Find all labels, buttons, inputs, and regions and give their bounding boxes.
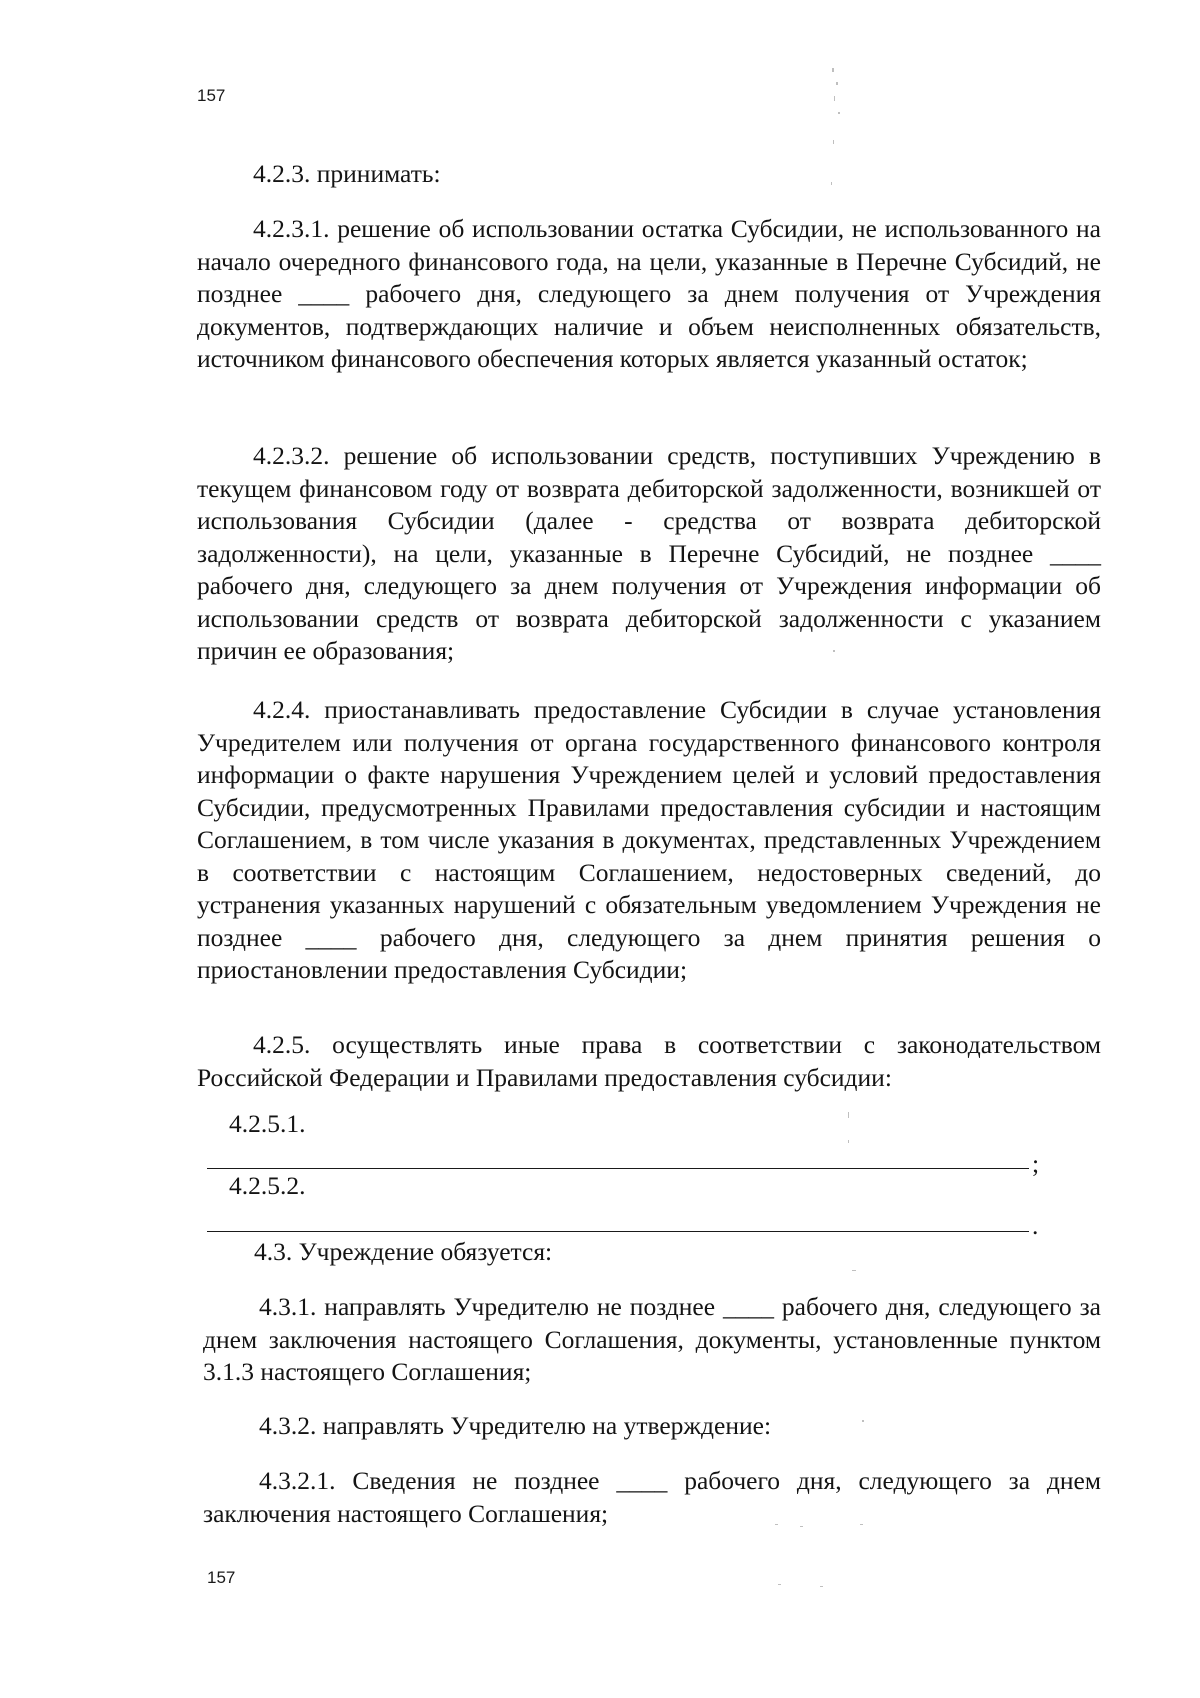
clause-4-2-5: 4.2.5. осуществлять иные права в соответствии с законодательством Российской Федерации и Правилами предоставления субсидии:	[197, 1030, 1101, 1092]
clause-4-3-2: 4.3.2. направлять Учредителю на утверждение:	[259, 1411, 772, 1440]
clause-4-3-2-1: 4.3.2.1. Сведения не позднее ____ рабочего дня, следующего за днем заключения настоящего Соглашения;	[203, 1466, 1101, 1528]
scan-speck	[834, 96, 835, 101]
fill-in-line-4-2-5-1	[207, 1168, 1029, 1169]
clause-4-3: 4.3. Учреждение обязуется:	[254, 1237, 553, 1266]
scan-speck	[778, 1584, 781, 1585]
clause-4-2-5-1-label: 4.2.5.1.	[229, 1109, 306, 1138]
scan-speck	[862, 1420, 864, 1422]
line-end-semicolon: ;	[1032, 1149, 1040, 1178]
clause-4-2-4: 4.2.4. приостанавливать предоставление Субсидии в случае установления Учредителем или получения от органа государственного финансового контроля информации о факте нарушения Учреждением целей и условий предоставления Субсидии, предусмотренных Правилами предоставления субсидии и настоящим Соглашением, в том числе указания в документах, представленных Учреждением в соответствии с настоящим Соглашением, недостоверных сведений, до устранения указанных нарушений с обязательным уведомлением Учреждения не позднее ____ рабочего дня, следующего за днем принятия решения о приостановлении предоставления Субсидии;	[197, 695, 1101, 984]
clause-4-2-3-2: 4.2.3.2. решение об использовании средств, поступивших Учреждению в текущем финансовом году от возврата дебиторской задолженности, возникшей от использования Субсидии (далее - средства от возврата дебиторской задолженности), на цели, указанные в Перечне Субсидий, не позднее ____ рабочего дня, следующего за днем получения от Учреждения информации об использовании средств от возврата дебиторской задолженности с указанием причин ее образования;	[197, 441, 1101, 665]
scan-speck	[833, 140, 834, 144]
page-number-top: 157	[197, 86, 226, 105]
line-end-period: .	[1032, 1211, 1039, 1240]
scan-speck	[860, 1524, 863, 1525]
scan-speck	[848, 1112, 849, 1118]
scan-speck	[852, 1270, 856, 1271]
clause-4-2-5-2-label: 4.2.5.2.	[229, 1171, 306, 1200]
scan-speck	[820, 1586, 823, 1587]
scan-speck	[831, 182, 832, 185]
fill-in-line-4-2-5-2	[207, 1231, 1029, 1232]
scan-speck	[838, 112, 840, 114]
clause-4-3-1: 4.3.1. направлять Учредителю не позднее ____ рабочего дня, следующего за днем заключения настоящего Соглашения, документы, установленные пунктом 3.1.3 настоящего Соглашения;	[203, 1292, 1101, 1386]
scan-speck	[775, 1524, 778, 1525]
scan-speck	[833, 650, 835, 652]
page-number-bottom: 157	[207, 1568, 236, 1587]
scan-speck	[800, 1526, 803, 1527]
scan-speck	[832, 68, 834, 72]
clause-4-2-3: 4.2.3. принимать:	[253, 159, 441, 188]
scan-speck	[836, 82, 838, 85]
scan-speck	[848, 1140, 849, 1143]
clause-4-2-3-1: 4.2.3.1. решение об использовании остатка Субсидии, не использованного на начало очередного финансового года, на цели, указанные в Перечне Субсидий, не позднее ____ рабочего дня, следующего за днем получения от Учреждения документов, подтверждающих наличие и объем неисполненных обязательств, источником финансового обеспечения которых является указанный остаток;	[197, 214, 1101, 373]
